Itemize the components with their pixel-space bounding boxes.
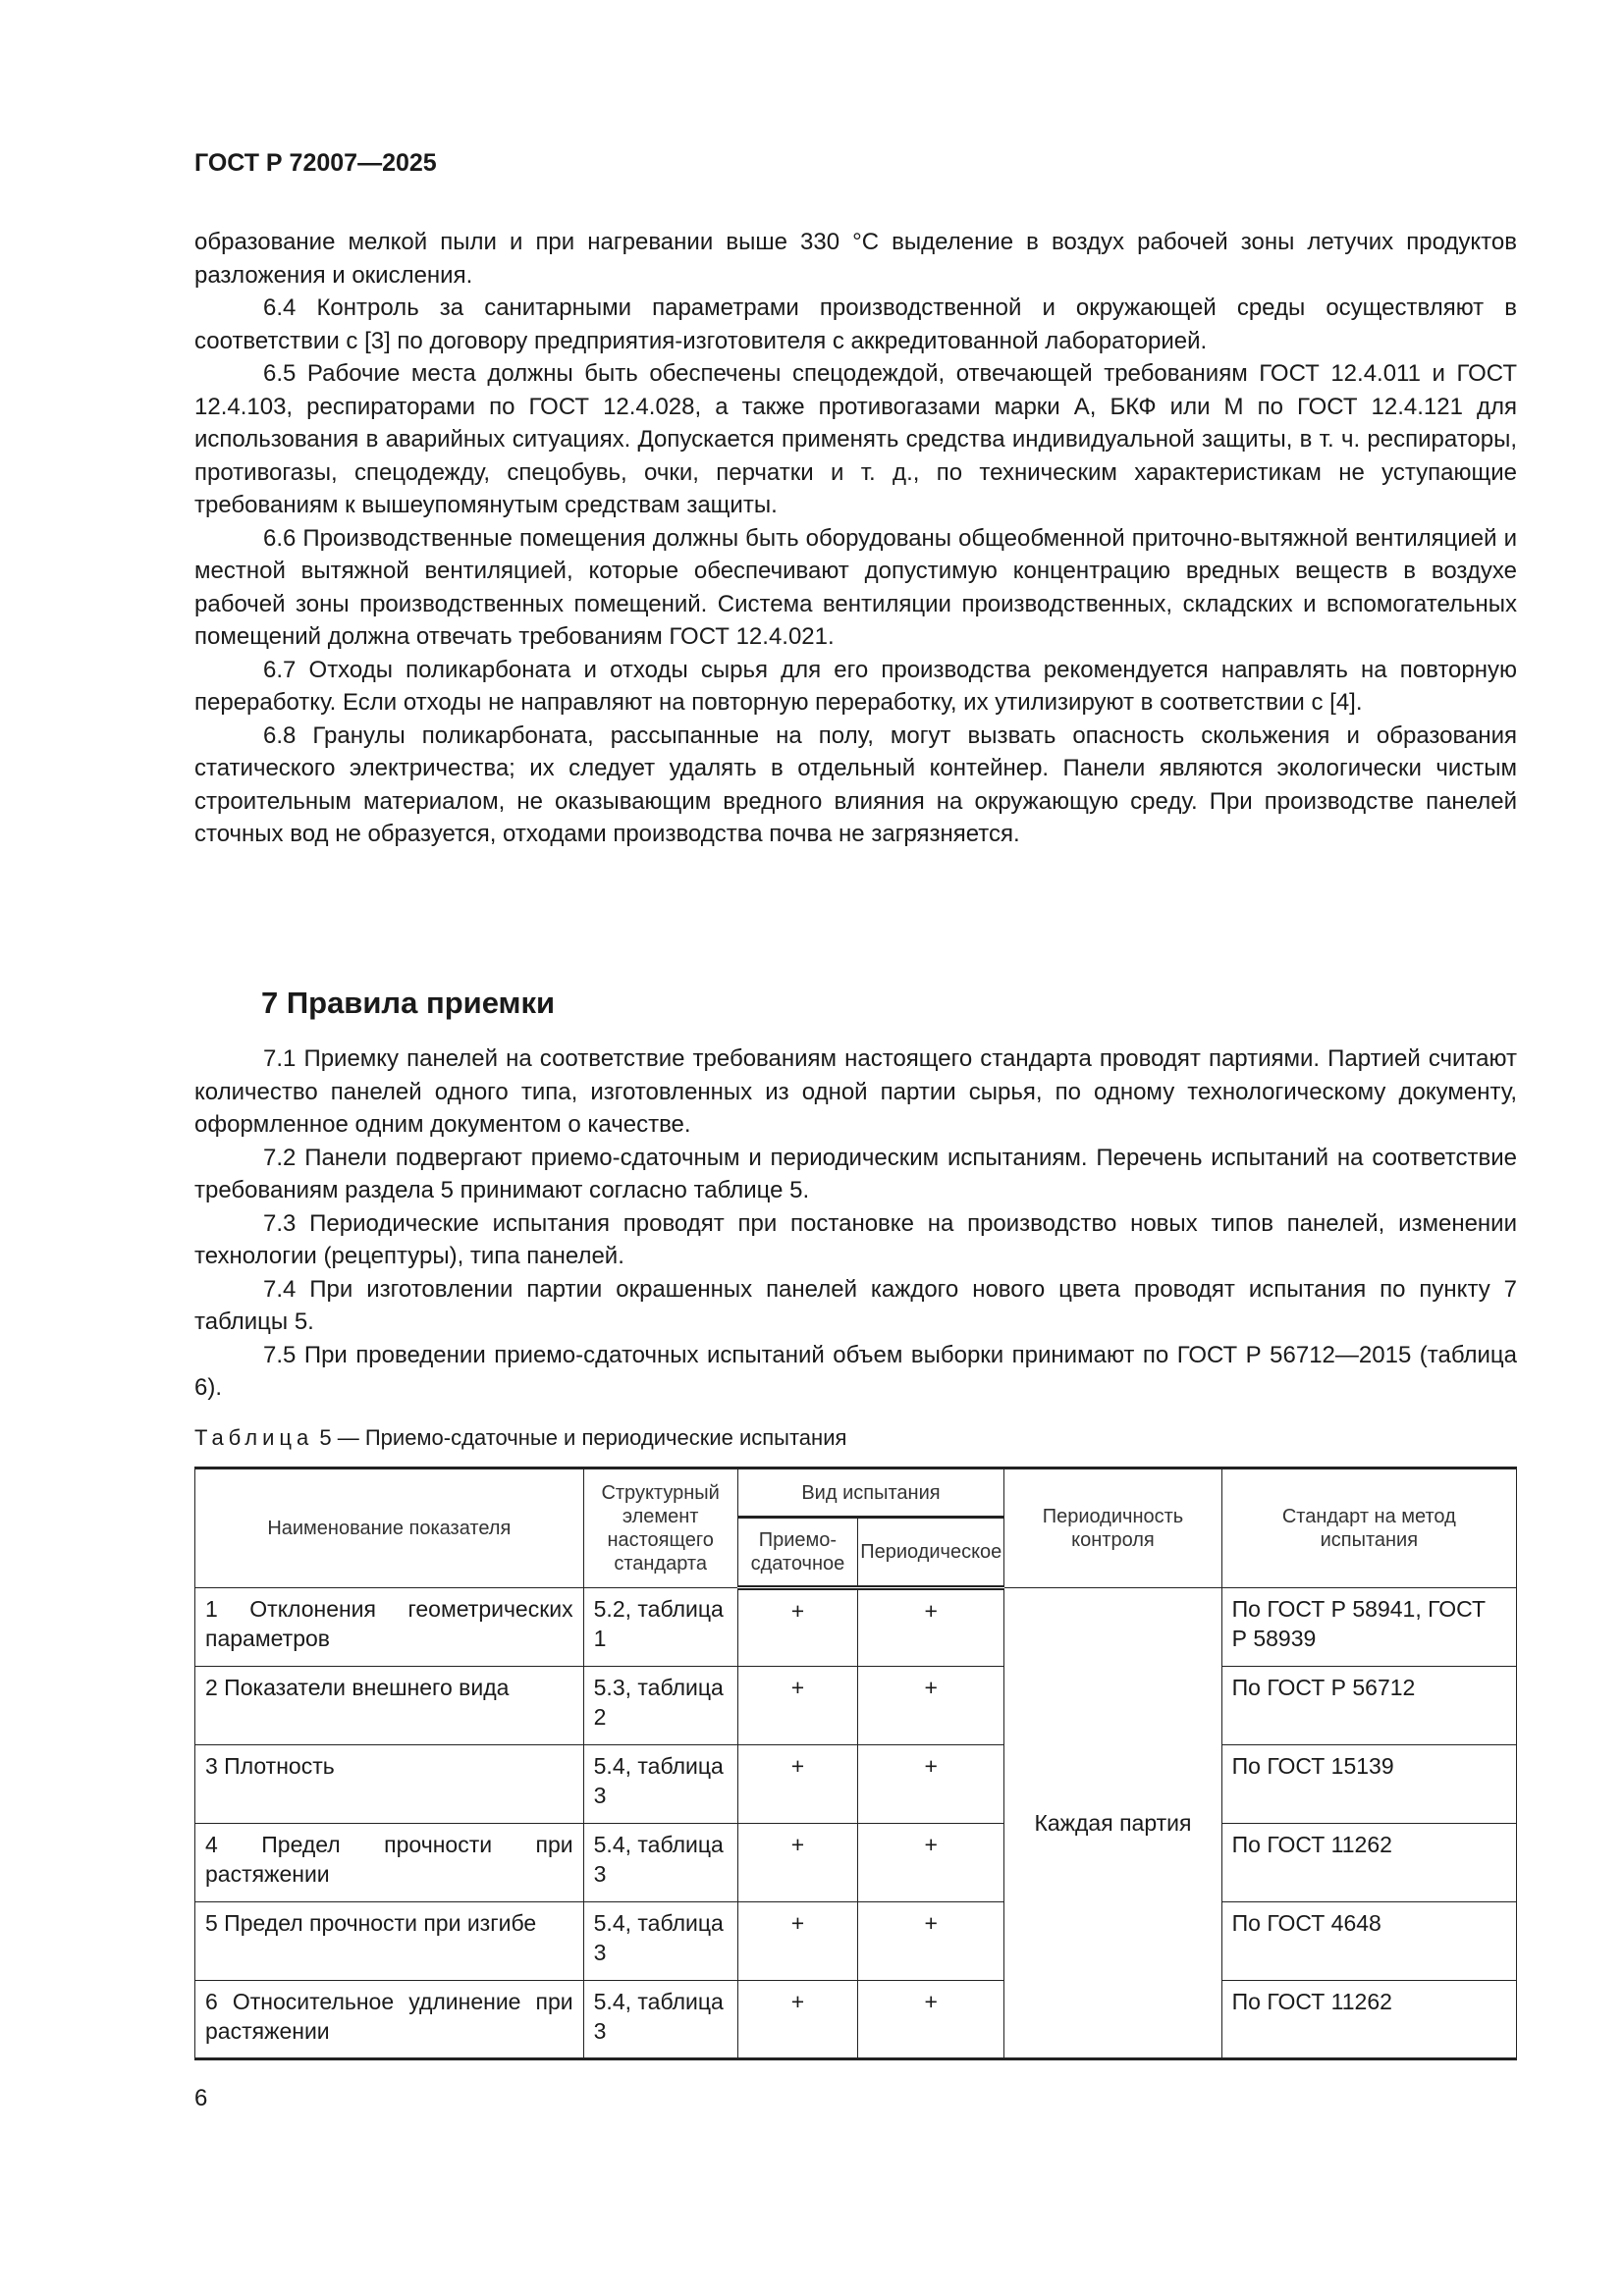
cell-name: 2 Показатели внешнего вида xyxy=(195,1667,584,1745)
cell-method: По ГОСТ Р 58941, ГОСТ Р 58939 xyxy=(1221,1588,1516,1667)
header-method: Стандарт на метод испытания xyxy=(1221,1468,1516,1588)
paragraph: 7.4 При изготовлении партии окрашенных панелей каждого нового цвета проводят испытания по пункту 7 таблицы 5. xyxy=(194,1275,1517,1335)
cell-periodic: + xyxy=(858,1902,1004,1981)
paragraph: 7.5 При проведении приемо-сдаточных испытаний объем выборки принимают по ГОСТ Р 56712—2015 (таблица 6). xyxy=(194,1341,1517,1401)
paragraph: 6.7 Отходы поликарбоната и отходы сырья для его производства рекомендуется направлять на повторную переработку. Если отходы не направляют на повторную переработку, их утилизируют в соответствии с [4]. xyxy=(194,656,1517,716)
cell-name: 1 Отклонения геометрических параметров xyxy=(195,1588,584,1667)
table-row xyxy=(195,1902,1517,1981)
cell-periodic: + xyxy=(858,1588,1004,1667)
table-row xyxy=(195,1745,1517,1824)
cell-element: 5.3, таблица 2 xyxy=(583,1667,737,1745)
header-name: Наименование показателя xyxy=(195,1468,584,1588)
table-row xyxy=(195,1588,1517,1667)
header-periodic: Периодическое xyxy=(858,1518,1004,1588)
cell-acceptance: + xyxy=(737,1981,858,2059)
table-caption xyxy=(194,1425,846,1451)
cell-element: 5.4, таблица 3 xyxy=(583,1745,737,1824)
tests-table xyxy=(194,1467,1517,2060)
cell-periodic: + xyxy=(858,1824,1004,1902)
paragraph: 7.2 Панели подвергают приемо-сдаточным и периодическим испытаниям. Перечень испытаний на соответствие требованиям раздела 5 принимают согласно таблице 5. xyxy=(194,1144,1517,1203)
cell-periodic: + xyxy=(858,1981,1004,2059)
cell-name: 5 Предел прочности при изгибе xyxy=(195,1902,584,1981)
cell-acceptance: + xyxy=(737,1667,858,1745)
paragraph: 6.5 Рабочие места должны быть обеспечены спецодеждой, отвечающей требованиям ГОСТ 12.4.011 и ГОСТ 12.4.103, респираторами по ГОСТ 12.4.028, а также противогазами марки А, БКФ или М по ГОСТ 12.4.121 для использования в аварийных ситуациях. Допускается применять средства индивидуальной защиты, в т. ч. респираторы, противогазы, спецодежду, спецобувь, очки, перчатки и т. д., по техническим характеристикам не уступающие требованиям к вышеупомянутым средствам защиты. xyxy=(194,360,1517,518)
paragraph: 7.1 Приемку панелей на соответствие требованиям настоящего стандарта проводят партиями. Партией считают количество панелей одного типа, изготовленных из одной партии сырья, по одному технологическому документу, оформленное одним документом о качестве. xyxy=(194,1045,1517,1138)
cell-method: По ГОСТ 4648 xyxy=(1221,1902,1516,1981)
cell-name: 3 Плотность xyxy=(195,1745,584,1824)
section-7-heading: 7 Правила приемки xyxy=(261,986,556,1020)
cell-element: 5.4, таблица 3 xyxy=(583,1981,737,2059)
cell-method: По ГОСТ Р 56712 xyxy=(1221,1667,1516,1745)
header-element: Структурный элемент настоящего стандарта xyxy=(583,1468,737,1588)
caption-title: 5 — Приемо-сдаточные и периодические испытания xyxy=(319,1425,847,1450)
cell-method: По ГОСТ 11262 xyxy=(1221,1824,1516,1902)
table-row xyxy=(195,1981,1517,2059)
cell-acceptance: + xyxy=(737,1902,858,1981)
cell-acceptance: + xyxy=(737,1745,858,1824)
cell-element: 5.4, таблица 3 xyxy=(583,1824,737,1902)
cell-periodic: + xyxy=(858,1745,1004,1824)
cell-acceptance: + xyxy=(737,1824,858,1902)
cell-name: 4 Предел прочности при растяжении xyxy=(195,1824,584,1902)
paragraph: образование мелкой пыли и при нагревании выше 330 °С выделение в воздух рабочей зоны летучих продуктов разложения и окисления. xyxy=(194,229,1517,289)
cell-frequency: Каждая партия xyxy=(1004,1588,1221,2059)
section-7-text xyxy=(194,1042,1517,1405)
table-row xyxy=(195,1667,1517,1745)
cell-name: 6 Относительное удлинение при растяжении xyxy=(195,1981,584,2059)
table-row xyxy=(195,1824,1517,1902)
cell-periodic: + xyxy=(858,1667,1004,1745)
cell-method: По ГОСТ 15139 xyxy=(1221,1745,1516,1824)
caption-word: Таблица xyxy=(194,1425,314,1450)
cell-acceptance: + xyxy=(737,1588,858,1667)
paragraph: 6.8 Гранулы поликарбоната, рассыпанные на полу, могут вызвать опасность скольжения и образования статического электричества; их следует удалять в отдельный контейнер. Панели являются экологически чистым строительным материалом, не оказывающим вредного влияния на окружающую среду. При производстве панелей сточных вод не образуется, отходами производства почва не загрязняется. xyxy=(194,721,1517,847)
paragraph: 7.3 Периодические испытания проводят при постановке на производство новых типов панелей, изменении технологии (рецептуры), типа панелей. xyxy=(194,1209,1517,1269)
section-6-text xyxy=(194,226,1517,851)
paragraph: 6.6 Производственные помещения должны быть оборудованы общеобменной приточно-вытяжной вентиляцией и местной вытяжной вентиляцией, которые обеспечивают допустимую концентрацию вредных веществ в воздухе рабочей зоны производственных помещений. Система вентиляции производственных, складских и вспомогательных помещений должна отвечать требованиям ГОСТ 12.4.021. xyxy=(194,524,1517,650)
header-acceptance: Приемо-сдаточное xyxy=(737,1518,858,1588)
paragraph: 6.4 Контроль за санитарными параметрами производственной и окружающей среды осуществляют в соответствии с [3] по договору предприятия-изготовителя с аккредитованной лабораторией. xyxy=(194,294,1517,354)
cell-method: По ГОСТ 11262 xyxy=(1221,1981,1516,2059)
header-frequency: Периодичность контроля xyxy=(1004,1468,1221,1588)
page-number: 6 xyxy=(194,2085,208,2111)
cell-element: 5.4, таблица 3 xyxy=(583,1902,737,1981)
cell-element: 5.2, таблица 1 xyxy=(583,1588,737,1667)
document-header: ГОСТ Р 72007—2025 xyxy=(194,149,437,177)
header-test-type: Вид испытания xyxy=(737,1468,1004,1518)
